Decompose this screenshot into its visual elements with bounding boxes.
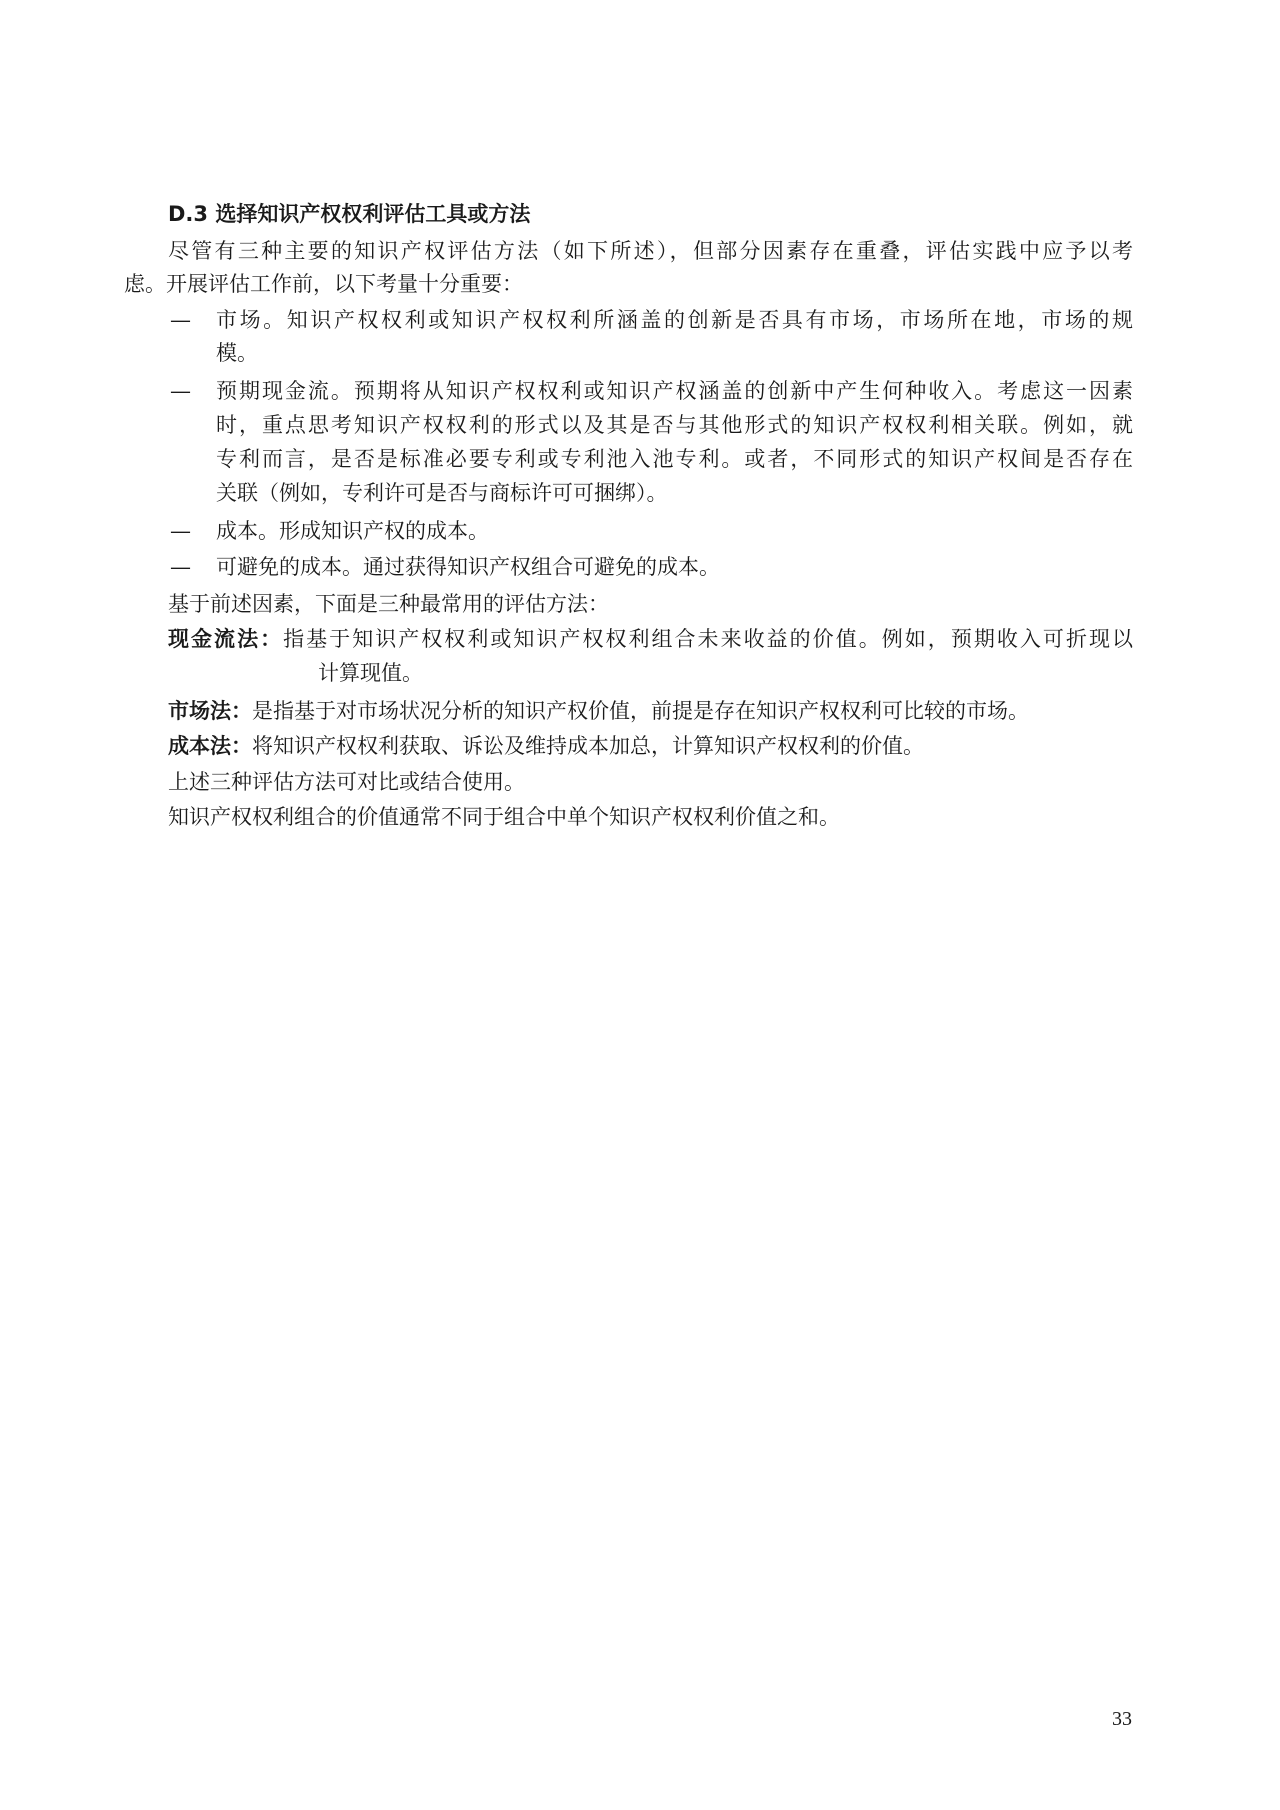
list-item-3-line-1: 成本。形成知识产权的成本。 — [216, 519, 489, 543]
method-market-text: 是指基于对市场状况分析的知识产权价值，前提是存在知识产权权利可比较的市场。 — [252, 699, 1029, 723]
method-market-line — [168, 696, 1029, 726]
method-cost-term: 成本法： — [168, 734, 252, 758]
intro-line-1: 尽管有三种主要的知识产权评估方法（如下所述），但部分因素存在重叠，评估实践中应予以考 — [168, 239, 1133, 263]
list-dash-1: — — [170, 308, 191, 332]
method-cashflow-line-1 — [168, 624, 1133, 654]
list-dash-2: — — [170, 379, 191, 403]
list-dash-3: — — [170, 519, 191, 543]
list-dash-4: — — [170, 555, 191, 579]
list-item-1-line-2: 模。 — [216, 341, 258, 365]
method-market-term: 市场法： — [168, 699, 252, 723]
method-cashflow-term: 现金流法： — [168, 627, 284, 651]
list-item-2-line-4: 关联（例如，专利许可是否与商标许可可捆绑）。 — [216, 481, 668, 505]
page-number: 33 — [1112, 1708, 1132, 1730]
list-item-2-line-1: 预期现金流。预期将从知识产权权利或知识产权涵盖的创新中产生何种收入。考虑这一因素 — [216, 379, 1133, 403]
method-cashflow-text: 指基于知识产权权利或知识产权权利组合未来收益的价值。例如，预期收入可折现以 — [283, 627, 1133, 651]
method-cashflow-line-2: 计算现值。 — [318, 661, 423, 685]
closing-line-2: 知识产权权利组合的价值通常不同于组合中单个知识产权权利价值之和。 — [168, 805, 840, 829]
list-item-1-line-1: 市场。知识产权权利或知识产权权利所涵盖的创新是否具有市场，市场所在地，市场的规 — [216, 308, 1133, 332]
methods-intro: 基于前述因素，下面是三种最常用的评估方法： — [168, 592, 609, 616]
list-item-2-line-3: 专利而言，是否是标准必要专利或专利池入池专利。或者，不同形式的知识产权间是否存在 — [216, 447, 1133, 471]
closing-line-1: 上述三种评估方法可对比或结合使用。 — [168, 770, 525, 794]
method-cost-text: 将知识产权权利获取、诉讼及维持成本加总，计算知识产权权利的价值。 — [252, 734, 924, 758]
list-item-4-line-1: 可避免的成本。通过获得知识产权组合可避免的成本。 — [216, 555, 720, 579]
list-item-2-line-2: 时，重点思考知识产权权利的形式以及其是否与其他形式的知识产权权利相关联。例如，就 — [216, 413, 1133, 437]
section-heading: D.3 选择知识产权权利评估工具或方法 — [168, 202, 531, 226]
method-cost-line — [168, 731, 924, 761]
intro-line-2: 虑。开展评估工作前，以下考量十分重要： — [124, 272, 523, 296]
